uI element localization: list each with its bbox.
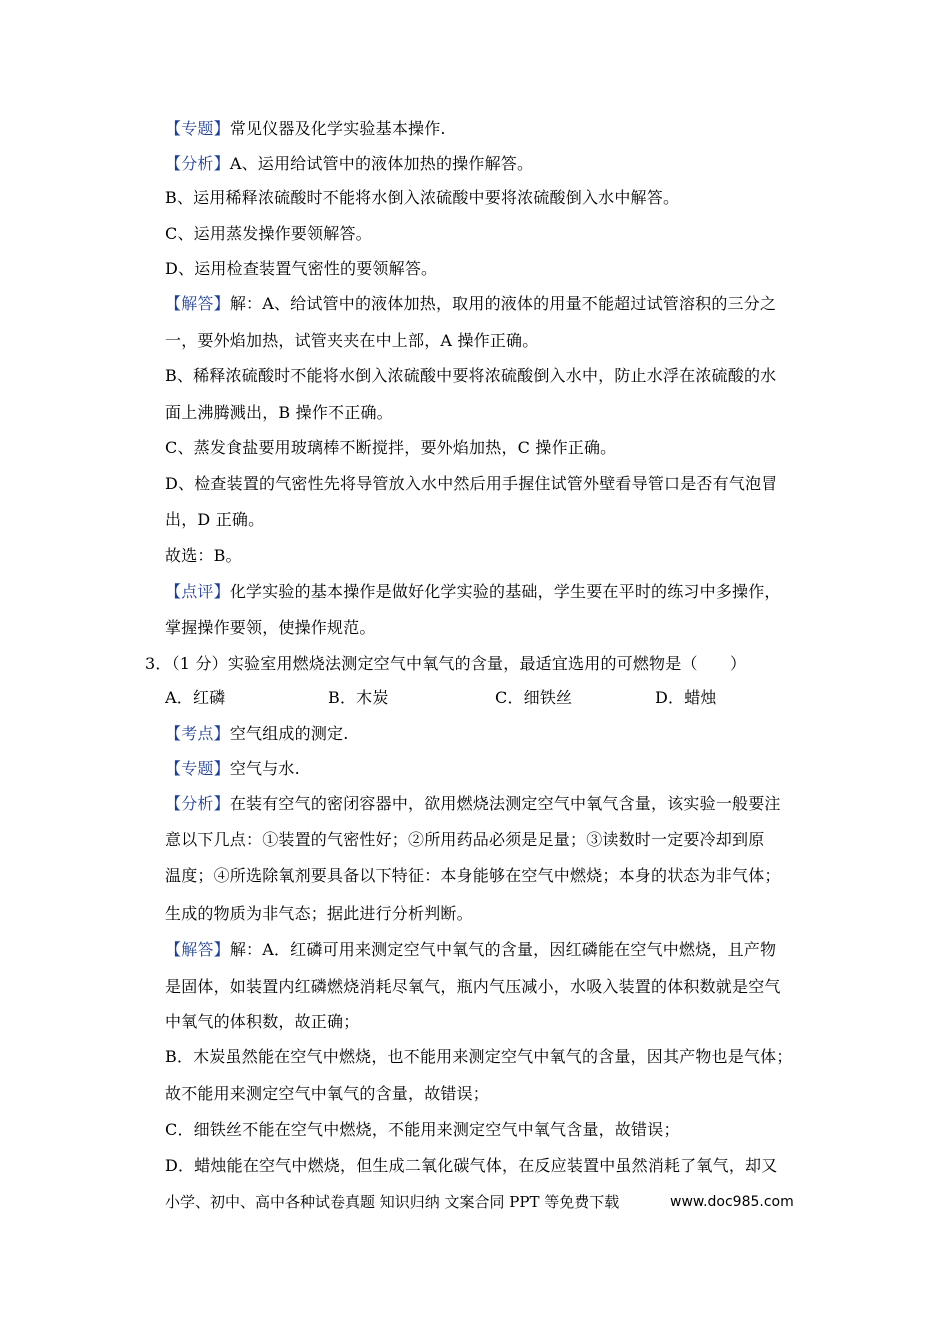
q3-answer-line4: B．木炭虽然能在空气中燃烧，也不能用来测定空气中氧气的含量，因其产物也是气体； [165,1047,793,1066]
footer-url[interactable]: www.doc985.com [670,1194,794,1210]
q2-answer-line2: 一，要外焰加热，试管夹夹在中上部，A 操作正确。 [165,331,539,350]
q3-answer-line5: 故不能用来测定空气中氧气的含量，故错误； [165,1084,490,1103]
tag-comment: 【点评】 [165,582,230,601]
option-d: D．蜡烛 [655,688,717,707]
q2-comment-line2: 掌握操作要领，使操作规范。 [165,618,376,637]
q3-analysis-line4: 生成的物质为非气态；据此进行分析判断。 [165,904,473,923]
q3-analysis-line [165,792,781,816]
tag-special: 【专题】 [165,119,230,138]
q2-answer-line3: B、稀释浓硫酸时不能将水倒入浓硫酸中要将浓硫酸倒入水中，防止水浮在浓硫酸的水 [165,366,777,385]
q3-analysis-text: 在装有空气的密闭容器中，欲用燃烧法测定空气中氧气含量，该实验一般要注 [229,794,781,813]
q3-special-line [165,757,300,781]
q3-options [165,686,765,710]
tag-point: 【考点】 [165,724,230,743]
q2-answer-line4: 面上沸腾溅出，B 操作不正确。 [165,403,393,422]
q2-special-line [165,117,446,141]
tag-analysis: 【分析】 [165,794,230,813]
q3-special-text: 空气与水. [229,759,300,778]
tag-analysis: 【分析】 [165,154,230,173]
q2-comment-text: 化学实验的基本操作是做好化学实验的基础，学生要在平时的练习中多操作， [229,582,781,601]
q2-answer-line5: C、蒸发食盐要用玻璃棒不断搅拌，要外焰加热，C 操作正确。 [165,438,617,457]
tag-answer: 【解答】 [165,294,230,313]
q2-analysis-c: C、运用蒸发操作要领解答。 [165,224,372,243]
q2-special-text: 常见仪器及化学实验基本操作. [229,119,446,138]
q2-analysis-line [165,152,533,176]
q3-answer-line3: 中氧气的体积数，故正确； [165,1012,360,1031]
tag-answer: 【解答】 [165,940,230,959]
q2-answer-line7: 出，D 正确。 [165,510,265,529]
q3-answer-line6: C．细铁丝不能在空气中燃烧，不能用来测定空气中氧气含量，故错误； [165,1120,680,1139]
option-a: A．红磷 [165,688,226,707]
q2-analysis-b: B、运用稀释浓硫酸时不能将水倒入浓硫酸中要将浓硫酸倒入水中解答。 [165,188,680,207]
q3-analysis-line3: 温度；④所选除氧剂要具备以下特征：本身能够在空气中燃烧；本身的状态为非气体； [165,866,781,885]
q3-number: 3． [145,654,172,673]
q3-point-text: 空气组成的测定. [229,724,349,743]
page-footer [165,1190,794,1214]
q2-answer-line [165,292,776,316]
q2-analysis-d: D、运用检查装置气密性的要领解答。 [165,259,438,278]
q2-answer-text: 解：A、给试管中的液体加热，取用的液体的用量不能超过试管溶积的三分之 [229,294,777,313]
q3-analysis-line2: 意以下几点：①装置的气密性好；②所用药品必须是足量；③读数时一定要冷却到原 [165,830,765,849]
q3-stem: （1 分）实验室用燃烧法测定空气中氧气的含量，最适宜选用的可燃物是（ ） [171,654,747,673]
q2-answer-choice: 故选：B。 [165,546,242,565]
q3-stem-line [145,652,746,676]
q3-point-line [165,722,349,746]
q3-answer-line2: 是固体，如装置内红磷燃烧消耗尽氧气，瓶内气压减小，水吸入装置的体积数就是空气 [165,977,781,996]
q3-answer-text: 解：A．红磷可用来测定空气中氧气的含量，因红磷能在空气中燃烧，且产物 [229,940,777,959]
q2-comment-line [165,580,781,604]
q2-analysis-text: A、运用给试管中的液体加热的操作解答。 [229,154,534,173]
option-b: B．木炭 [328,688,389,707]
q3-answer-line7: D．蜡烛能在空气中燃烧，但生成二氧化碳气体，在反应装置中虽然消耗了氧气，却又 [165,1156,778,1175]
q2-answer-line6: D、检查装置的气密性先将导管放入水中然后用手握住试管外壁看导管口是否有气泡冒 [165,474,778,493]
option-c: C．细铁丝 [495,688,573,707]
tag-special: 【专题】 [165,759,230,778]
footer-text: 小学、初中、高中各种试卷真题 知识归纳 文案合同 PPT 等免费下载 [165,1193,620,1211]
q3-answer-line [165,938,776,962]
